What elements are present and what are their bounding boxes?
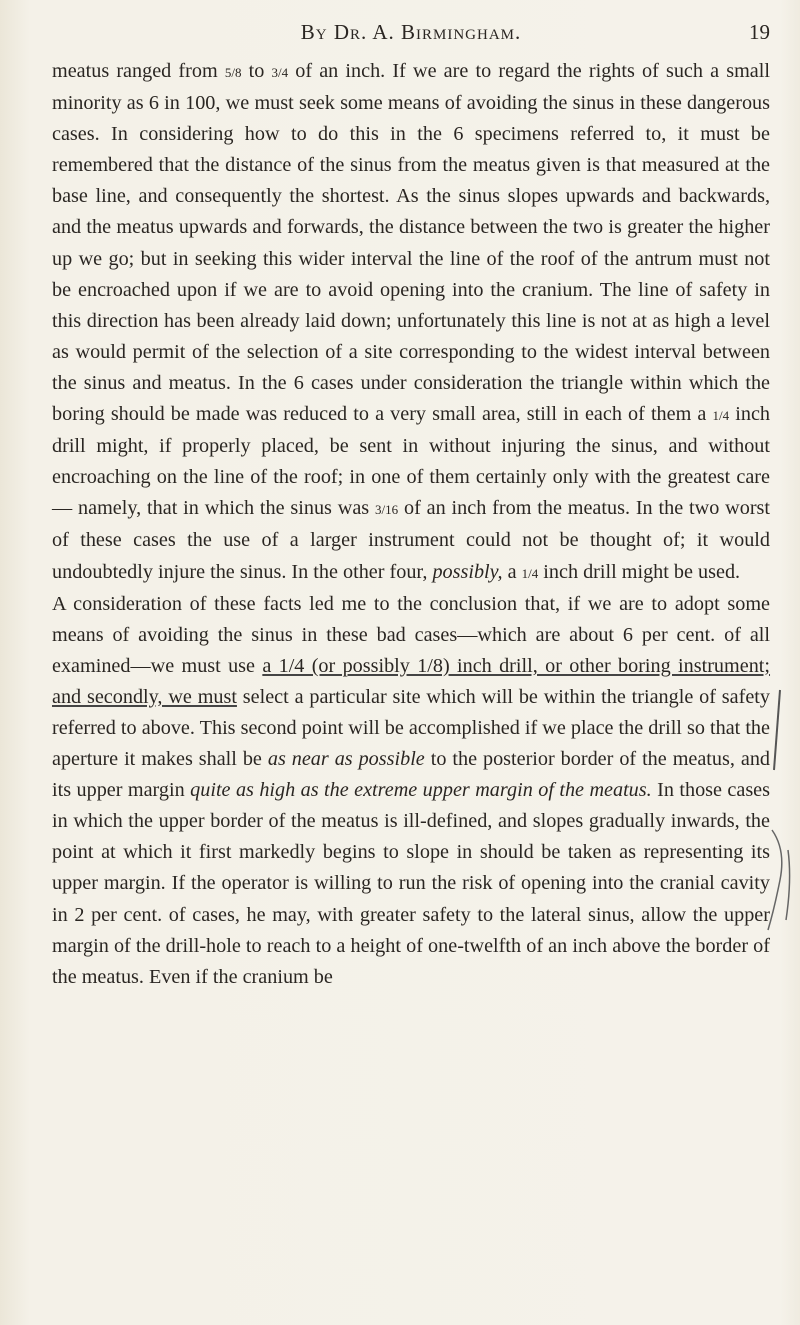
text-run: inch drill might be used. xyxy=(538,560,741,583)
text-run: a xyxy=(502,560,522,583)
running-head: By Dr. A. Birmingham. xyxy=(300,20,522,44)
italic-run: quite as high as the extreme upper margin of the meatus. xyxy=(190,779,652,802)
page-number: 19 xyxy=(749,20,770,44)
body-text xyxy=(52,56,770,993)
text-run: select a particular site which will be within the triangle of safety referred to above. This second point will be accomplished if we place the drill so that the aperture it makes shall be xyxy=(52,685,770,771)
fraction: 3/4 xyxy=(271,65,289,80)
margin-line-upper xyxy=(774,690,780,770)
text-run: inch drill might, if properly placed, be sent in without injuring the sinus, and without encroaching on the line of the roof; in one of them certainly only with the greatest care— namely, that in which the sinus was xyxy=(52,403,770,520)
italic-run: as near as possible xyxy=(267,748,425,771)
paragraph-1 xyxy=(52,56,770,589)
text-run: to xyxy=(241,60,272,82)
fraction: 1/4 xyxy=(521,565,539,581)
text-run: meatus ranged from xyxy=(52,60,225,82)
paragraph-2 xyxy=(52,589,770,993)
margin-bracket-lower-2 xyxy=(786,850,790,920)
fraction: 5/8 xyxy=(224,65,242,80)
italic-run: possibly, xyxy=(432,560,503,583)
fraction: 1/4 xyxy=(712,408,730,424)
text-run: A consideration of these facts led me to the conclusion that, if we are to adopt some means of avoiding the sinus in these bad cases—which are about 6 per cent. of all examined—we must use xyxy=(52,592,770,677)
text-run: In those cases in which the upper border of the meatus is ill-defined, and slopes gradually inwards, the point at which it first markedly begins to slope in should be taken as representing its upper margin. If the operator is willing to run the risk of opening into the cranial cavity in 2 per cent. of cases, he may, with greater safety to the lateral sinus, allow the upper margin of the drill-hole to reach to a height of one-twelfth of an inch above the border of the meatus. Even if the cranium be xyxy=(52,779,770,988)
page-header xyxy=(52,20,770,50)
margin-bracket-lower xyxy=(768,830,782,930)
fraction: 3/16 xyxy=(375,502,399,518)
text-run: of an inch from the meatus. In the two worst of these cases the use of a larger instrument could not be thought of; it would undoubtedly injure the sinus. In the other four, xyxy=(52,497,771,583)
margin-pencil-marks xyxy=(766,680,794,960)
underlined-run: a 1/4 (or possibly 1/8) inch drill, or other boring instrument; and secondly, we must xyxy=(52,654,771,708)
text-run: of an inch. If we are to regard the rights of such a small minority as 6 in 100, we must seek some means of avoiding the sinus in these dangerous cases. In considering how to do this in the 6 specimens referred to, it must be remembered that the distance of the sinus from the meatus given is that measured at the base line, and consequently the shortest. As the sinus slopes upwards and backwards, and the meatus upwards and forwards, the distance between the two is greater the higher up we go; but in seeking this wider interval the line of the roof of the antrum must not be encroached upon if we are to avoid opening into the cranium. The line of safety in this direction has been already laid down; unfortunately this line is not at as high a level as would permit of the selection of a site corresponding to the widest interval between the sinus and meatus. In the 6 cases under consideration the triangle within which the boring should be made was reduced to a very small area, still in each of them a xyxy=(52,60,770,426)
text-run: to the posterior border of the meatus, and its upper margin xyxy=(52,748,771,802)
